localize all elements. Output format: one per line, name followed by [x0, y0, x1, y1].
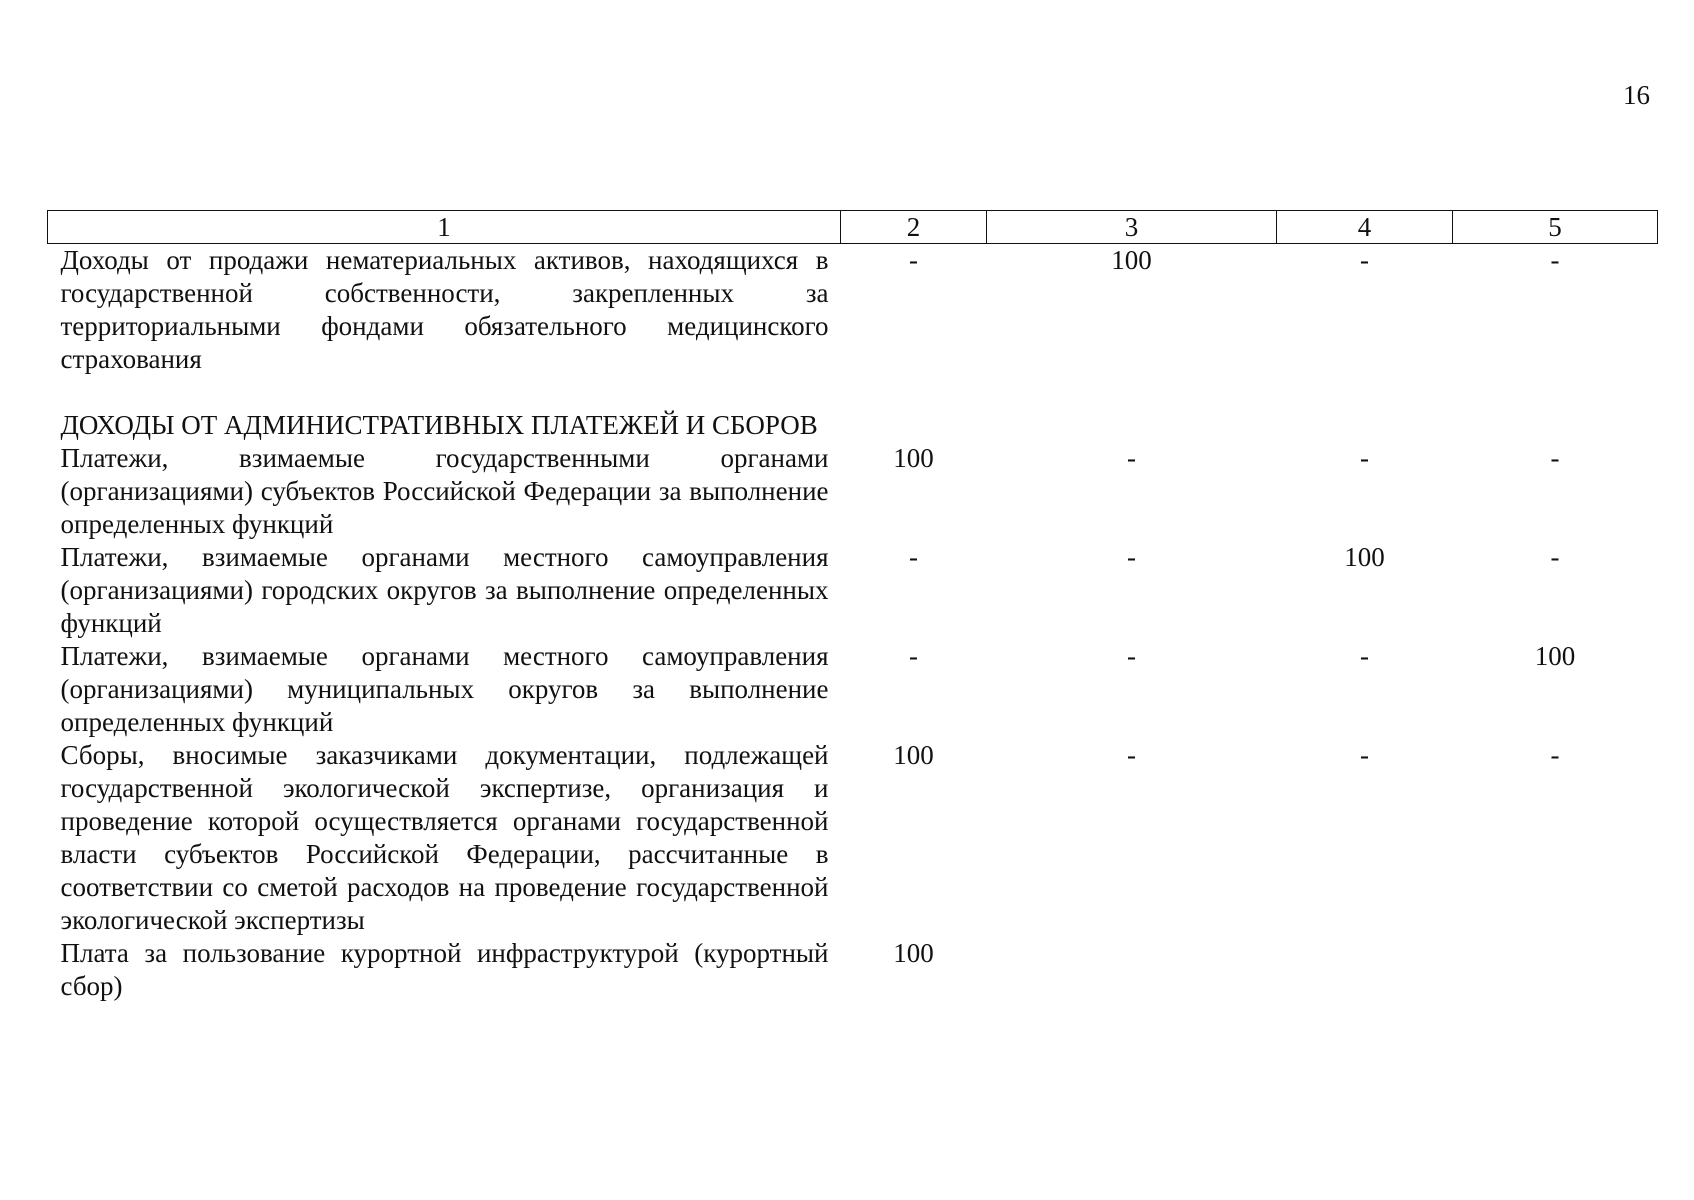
row-value-col4: -: [1360, 641, 1369, 671]
row-value-col5: 100: [1534, 641, 1576, 671]
row-value-col3: -: [1127, 641, 1136, 671]
header-row: [48, 211, 1658, 244]
row-value-col3: -: [1127, 542, 1136, 572]
section-heading: ДОХОДЫ ОТ АДМИНИСТРАТИВНЫХ ПЛАТЕЖЕЙ И СБОРОВ: [60, 410, 818, 440]
row-value-col4: 100: [1344, 542, 1385, 572]
table-row: [48, 541, 1658, 640]
row-name: Платежи, взимаемые государственными органами (организациями) субъектов Российской Федерации за выполнение определенных функций: [60, 443, 829, 539]
table-row: [48, 937, 1658, 1003]
row-value-col3: [987, 937, 1277, 1003]
table-row: [48, 640, 1658, 739]
row-value-col2: [841, 376, 987, 442]
row-name: Платежи, взимаемые органами местного самоуправления (организациями) городских округов за выполнение определенных функций: [60, 542, 829, 638]
row-value-col4: -: [1360, 245, 1369, 275]
row-name: Сборы, вносимые заказчиками документации, подлежащей государственной экологической экспертизе, организация и проведение которой осуществляется органами государственной власти субъектов Российской Федерации, рассчитанные в соответствии со сметой расходов на проведение государственной экологической экспертизы: [60, 740, 829, 935]
row-value-col5: -: [1550, 740, 1560, 770]
column-header-1: 1: [48, 211, 841, 244]
table-body: [48, 244, 1658, 1004]
table-row: [48, 244, 1658, 377]
column-header-4: 4: [1277, 211, 1453, 244]
revenue-distribution-table: [47, 210, 1658, 1003]
row-value-col4: -: [1360, 443, 1369, 473]
row-value-col5: [1453, 376, 1658, 442]
column-header-2: 2: [841, 211, 987, 244]
row-name: Плата за пользование курортной инфраструктурой (курортный сбор): [60, 938, 829, 1001]
row-value-col5: [1453, 937, 1658, 1003]
table-header: [48, 211, 1658, 244]
row-value-col3: -: [1127, 740, 1136, 770]
column-header-3: 3: [987, 211, 1277, 244]
column-header-5: 5: [1453, 211, 1658, 244]
row-value-col4: [1277, 376, 1453, 442]
row-value-col2: 100: [893, 740, 934, 770]
row-name: Доходы от продажи нематериальных активов, находящихся в государственной собственности, закрепленных за территориальными фондами обязательного медицинского страхования: [60, 245, 829, 374]
table-row: [48, 739, 1658, 937]
row-value-col4: [1277, 937, 1453, 1003]
row-value-col4: -: [1360, 740, 1369, 770]
row-value-col2: 100: [893, 443, 934, 473]
row-value-col2: -: [909, 245, 918, 275]
row-value-col2: -: [909, 542, 918, 572]
table-row: [48, 442, 1658, 541]
row-value-col3: 100: [1111, 245, 1152, 275]
row-name: Платежи, взимаемые органами местного самоуправления (организациями) муниципальных округов за выполнение определенных функций: [60, 641, 829, 737]
page-number: 16: [1623, 80, 1650, 110]
row-value-col2: 100: [893, 938, 934, 968]
row-value-col5: -: [1550, 542, 1560, 572]
row-value-col5: -: [1550, 443, 1560, 473]
section-heading-row: [48, 376, 1658, 442]
row-value-col2: -: [909, 641, 918, 671]
row-value-col3: -: [1127, 443, 1136, 473]
row-value-col3: [987, 376, 1277, 442]
row-value-col5: -: [1550, 245, 1560, 275]
